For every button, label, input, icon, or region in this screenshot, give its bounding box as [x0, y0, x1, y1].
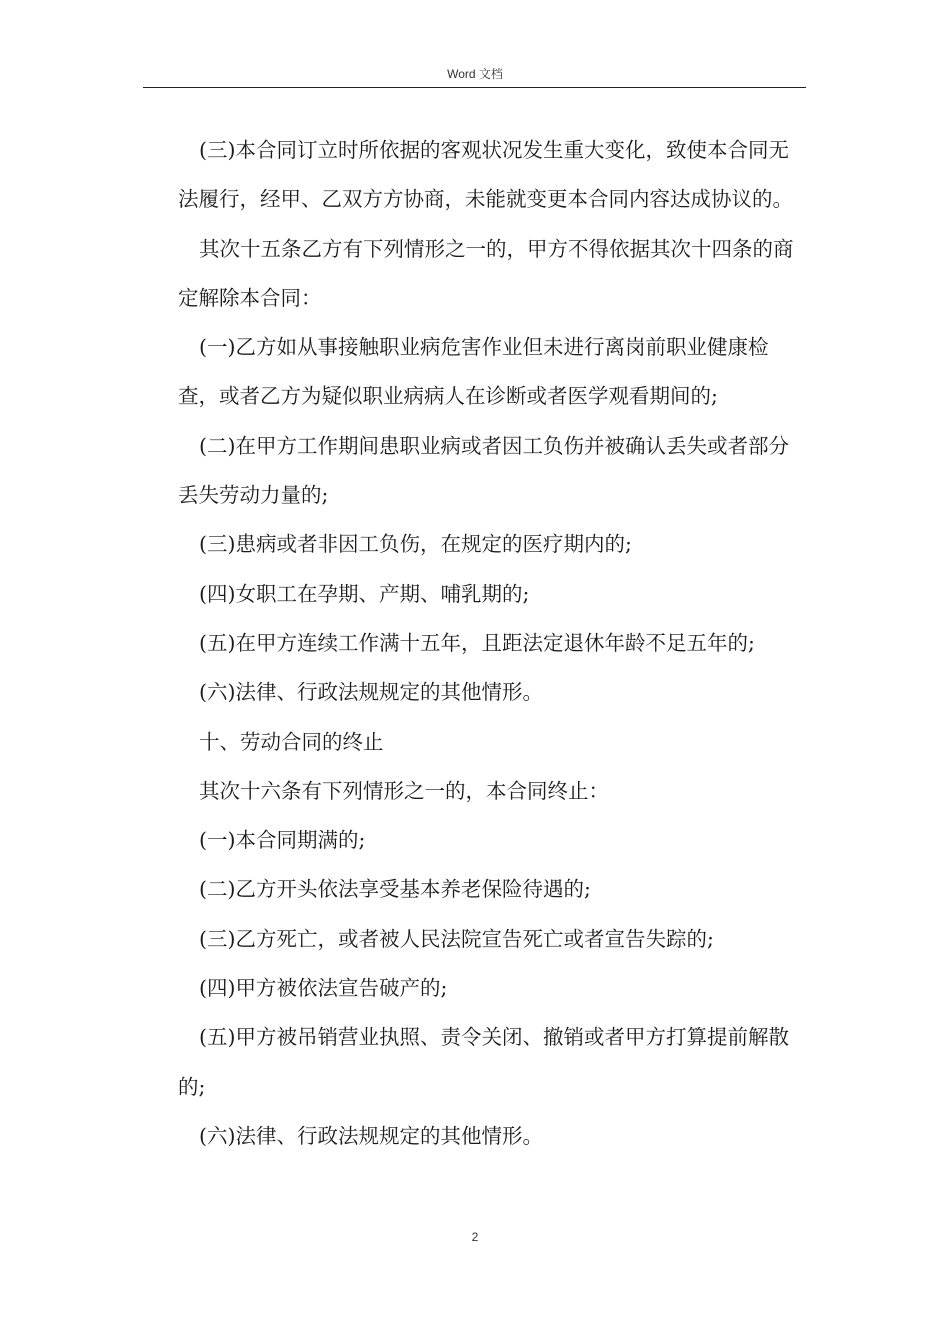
page-header: Word 文档	[447, 67, 503, 81]
paragraph: (三)患病或者非因工负伤，在规定的医疗期内的;	[199, 532, 632, 557]
paragraph: (一)本合同期满的;	[199, 828, 366, 853]
paragraph: (五)在甲方连续工作满十五年，且距法定退休年龄不足五年的;	[199, 630, 755, 655]
paragraph: (一)乙方如从事接触职业病危害作业但未进行离岗前职业健康检查，或者乙方为疑似职业病病人在诊断或者医学观看期间的;	[178, 335, 769, 409]
paragraph: (六)法律、行政法规规定的其他情形。	[199, 1123, 543, 1148]
header-divider	[143, 87, 806, 88]
paragraph: (二)乙方开头依法享受基本养老保险待遇的;	[199, 877, 591, 902]
document-body	[178, 126, 806, 1161]
paragraph: (二)在甲方工作期间患职业病或者因工负伤并被确认丢失或者部分丢失劳动力量的;	[178, 433, 789, 508]
paragraph: (四)女职工在孕期、产期、哺乳期的;	[199, 581, 530, 606]
paragraph: (六)法律、行政法规规定的其他情形。	[199, 680, 543, 705]
paragraph: 其次十六条有下列情形之一的，本合同终止：	[199, 778, 609, 803]
paragraph: 其次十五条乙方有下列情形之一的，甲方不得依据其次十四条的商定解除本合同：	[178, 236, 794, 310]
paragraph: (三)乙方死亡，或者被人民法院宣告死亡或者宣告失踪的;	[199, 926, 714, 951]
section-heading: 十、劳动合同的终止	[199, 729, 384, 754]
paragraph: (五)甲方被吊销营业执照、责令关闭、撤销或者甲方打算提前解散的;	[178, 1025, 789, 1099]
paragraph: (三)本合同订立时所依据的客观状况发生重大变化，致使本合同无法履行，经甲、乙双方方协商，未能就变更本合同内容达成协议的。	[178, 138, 793, 212]
paragraph: (四)甲方被依法宣告破产的;	[199, 976, 448, 1001]
page-number: 2	[471, 1230, 479, 1244]
